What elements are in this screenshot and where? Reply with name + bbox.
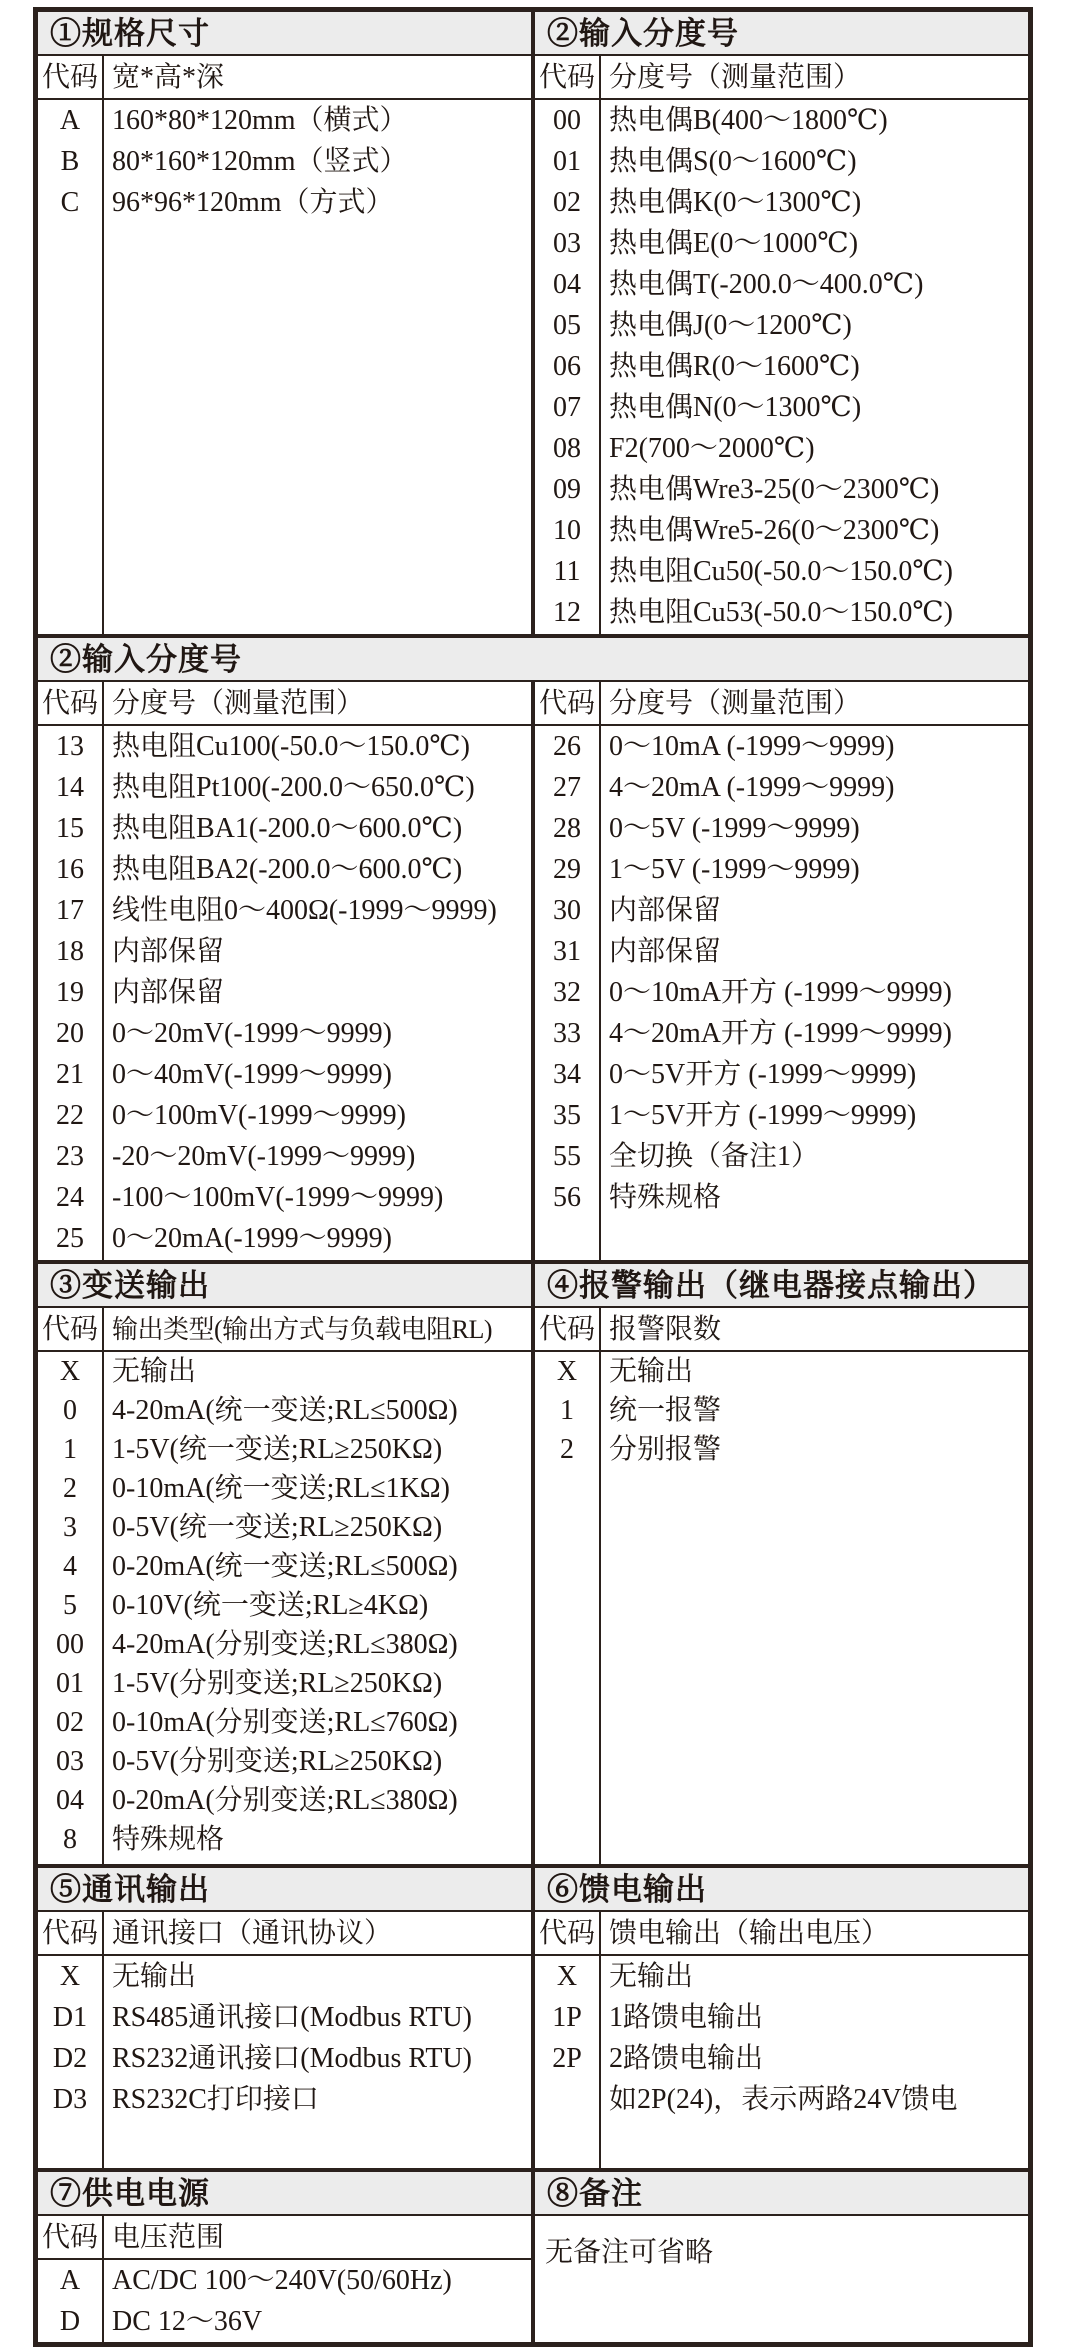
desc-cell: 0～20mA(-1999～9999): [112, 1223, 392, 1254]
code-cell: 3: [63, 1512, 77, 1543]
band-comm-and-feed: [38, 1864, 1028, 2168]
column-header-code: 代码: [38, 1912, 104, 1954]
code-column: [535, 1956, 601, 2168]
code-cell: 00: [553, 105, 581, 136]
desc-cell: 4～20mA开方 (-1999～9999): [609, 1018, 952, 1049]
code-cell: 05: [553, 310, 581, 341]
desc-cell: 0-20mA(统一变送;RL≤500Ω): [112, 1551, 458, 1582]
column-header-spec: [38, 56, 531, 100]
section-title-feed: ⑥馈电输出: [535, 1868, 1028, 1912]
code-cell: X: [59, 1356, 81, 1387]
code-cell: 10: [553, 515, 581, 546]
desc-cell: 1-5V(分别变送;RL≥250KΩ): [112, 1668, 443, 1699]
desc-cell: 0-20mA(分别变送;RL≤380Ω): [112, 1785, 458, 1816]
column-header-input-a: [535, 56, 1028, 100]
code-cell: 27: [553, 772, 581, 803]
code-cell: 01: [56, 1668, 84, 1699]
column-header-code: 代码: [535, 56, 601, 98]
input-b-left: [38, 682, 531, 1260]
desc-column: [601, 100, 1028, 634]
code-cell: 02: [56, 1707, 84, 1738]
input-b-columns: [38, 682, 1028, 1260]
code-column: [38, 100, 104, 634]
column-header-code: 代码: [38, 56, 104, 98]
code-cell: 2: [63, 1473, 77, 1504]
code-cell: 2P: [552, 2043, 582, 2074]
desc-column: [601, 1956, 1028, 2168]
desc-cell: F2(700～2000℃): [609, 433, 815, 464]
desc-cell: 热电阻BA2(-200.0～600.0℃): [112, 854, 463, 885]
band-transmit-and-alarm: [38, 1260, 1028, 1864]
desc-cell: 热电阻BA1(-200.0～600.0℃): [112, 813, 463, 844]
column-header-feed: [535, 1912, 1028, 1956]
section-title-power: ⑦供电电源: [38, 2172, 531, 2216]
input-b-right: [531, 682, 1028, 1260]
desc-cell: 0-10V(统一变送;RL≥4KΩ): [112, 1590, 429, 1621]
code-cell: 4: [63, 1551, 77, 1582]
desc-cell: AC/DC 100～240V(50/60Hz): [112, 2265, 452, 2296]
code-cell: 0: [63, 1395, 77, 1426]
desc-cell: 内部保留: [609, 936, 722, 967]
table-body-input-a: [535, 100, 1028, 634]
code-cell: 16: [56, 854, 84, 885]
desc-cell: 线性电阻0～400Ω(-1999～9999): [112, 895, 497, 926]
code-cell: 22: [56, 1100, 84, 1131]
code-cell: 06: [553, 351, 581, 382]
code-cell: 12: [553, 597, 581, 628]
code-cell: 00: [56, 1629, 84, 1660]
code-cell: 2: [560, 1434, 574, 1465]
desc-cell: 无输出: [609, 1356, 694, 1387]
ordering-code-table: [33, 7, 1033, 2347]
section-transmit: [38, 1264, 531, 1864]
section-alarm: [531, 1264, 1028, 1864]
desc-column: [104, 1352, 531, 1864]
code-cell: 35: [553, 1100, 581, 1131]
code-cell: 07: [553, 392, 581, 423]
desc-column: [104, 1956, 531, 2168]
desc-cell: 内部保留: [112, 977, 225, 1008]
desc-cell: 全切换（备注1）: [609, 1141, 820, 1172]
code-cell: 29: [553, 854, 581, 885]
table-body-spec: [38, 100, 531, 634]
remark-note: 无备注可省略: [545, 2237, 714, 2268]
desc-cell: 热电偶B(400～1800℃): [609, 105, 888, 136]
desc-cell: RS232通讯接口(Modbus RTU): [112, 2043, 473, 2074]
desc-cell: 热电偶K(0～1300℃): [609, 187, 862, 218]
column-header-code: 代码: [535, 1308, 601, 1350]
desc-cell: 热电偶R(0～1600℃): [609, 351, 860, 382]
code-cell: X: [59, 1961, 81, 1992]
code-cell: D2: [52, 2043, 88, 2074]
column-header-desc: 输出类型(输出方式与负载电阻RL): [112, 1315, 493, 1344]
code-cell: D: [59, 2306, 81, 2337]
code-cell: D3: [52, 2084, 88, 2115]
column-header-desc: 分度号（测量范围）: [609, 62, 862, 93]
desc-column: [104, 2260, 531, 2342]
code-cell: 04: [553, 269, 581, 300]
code-cell: 17: [56, 895, 84, 926]
desc-cell: 80*160*120mm（竖式）: [112, 146, 408, 177]
code-cell: 03: [553, 228, 581, 259]
code-cell: X: [556, 1356, 578, 1387]
section-title-spec: ①规格尺寸: [38, 12, 531, 56]
desc-cell: -100～100mV(-1999～9999): [112, 1182, 444, 1213]
desc-cell: 0～40mV(-1999～9999): [112, 1059, 392, 1090]
desc-cell: 热电偶N(0～1300℃): [609, 392, 862, 423]
code-cell: 33: [553, 1018, 581, 1049]
code-cell: X: [556, 1961, 578, 1992]
desc-column: [104, 100, 531, 634]
desc-cell: RS232C打印接口: [112, 2084, 319, 2115]
desc-cell: 0-10mA(统一变送;RL≤1KΩ): [112, 1473, 450, 1504]
column-header-power: [38, 2216, 531, 2260]
table-body-input-b-right: [535, 726, 1028, 1260]
desc-cell: 1路馈电输出: [609, 2002, 764, 2033]
desc-cell: 0～5V开方 (-1999～9999): [609, 1059, 917, 1090]
section-feed: [531, 1868, 1028, 2168]
desc-cell: 热电阻Cu53(-50.0～150.0℃): [609, 597, 953, 628]
code-cell: 24: [56, 1182, 84, 1213]
desc-cell: 0-5V(统一变送;RL≥250KΩ): [112, 1512, 443, 1543]
desc-cell: 0～10mA (-1999～9999): [609, 731, 895, 762]
code-cell: 02: [553, 187, 581, 218]
code-cell: 14: [56, 772, 84, 803]
desc-cell: 0～20mV(-1999～9999): [112, 1018, 392, 1049]
code-column: [38, 1956, 104, 2168]
code-cell: 1: [560, 1395, 574, 1426]
code-cell: D1: [52, 2002, 88, 2033]
section-title-comm: ⑤通讯输出: [38, 1868, 531, 1912]
band-input-continued: [38, 634, 1028, 1260]
column-header-input-b-left: [38, 682, 531, 726]
code-column: [38, 726, 104, 1260]
code-column: [535, 100, 601, 634]
code-cell: 23: [56, 1141, 84, 1172]
section-title-input-a: ②输入分度号: [535, 12, 1028, 56]
desc-cell: 热电偶S(0～1600℃): [609, 146, 857, 177]
column-header-code: 代码: [38, 2216, 104, 2258]
code-cell: 21: [56, 1059, 84, 1090]
code-cell: A: [59, 105, 81, 136]
section-title-alarm: ④报警输出（继电器接点输出）: [535, 1264, 1028, 1308]
code-column: [38, 1352, 104, 1864]
code-cell: 18: [56, 936, 84, 967]
code-cell: 03: [56, 1746, 84, 1777]
code-cell: 11: [553, 556, 581, 587]
section-power: [38, 2172, 531, 2342]
code-cell: 04: [56, 1785, 84, 1816]
code-cell: 08: [553, 433, 581, 464]
desc-cell: RS485通讯接口(Modbus RTU): [112, 2002, 473, 2033]
code-cell: A: [59, 2265, 81, 2296]
column-header-alarm: [535, 1308, 1028, 1352]
code-cell: 1P: [552, 2002, 582, 2033]
section-input-a: [531, 12, 1028, 634]
column-header-desc: 报警限数: [609, 1314, 722, 1345]
desc-column: [601, 726, 1028, 1260]
column-header-code: 代码: [38, 682, 104, 724]
desc-cell: 内部保留: [112, 936, 225, 967]
desc-cell: 1～5V开方 (-1999～9999): [609, 1100, 917, 1131]
desc-cell: 热电阻Cu50(-50.0～150.0℃): [609, 556, 953, 587]
desc-cell: 热电偶J(0～1200℃): [609, 310, 852, 341]
code-cell: 13: [56, 731, 84, 762]
column-header-desc: 分度号（测量范围）: [112, 688, 365, 719]
section-title-remark: ⑧备注: [535, 2172, 1028, 2216]
code-cell: 8: [63, 1824, 77, 1855]
section-spec: [38, 12, 531, 634]
desc-cell: 0～10mA开方 (-1999～9999): [609, 977, 952, 1008]
code-cell: 19: [56, 977, 84, 1008]
desc-cell: 热电偶Wre5-26(0～2300℃): [609, 515, 940, 546]
desc-cell: 0～100mV(-1999～9999): [112, 1100, 406, 1131]
table-body-comm: [38, 1956, 531, 2168]
code-cell: C: [60, 187, 80, 218]
desc-cell: DC 12～36V: [112, 2306, 263, 2337]
code-cell: 01: [553, 146, 581, 177]
desc-cell: 热电偶E(0～1000℃): [609, 228, 859, 259]
desc-cell: 热电阻Cu100(-50.0～150.0℃): [112, 731, 470, 762]
desc-column: [104, 726, 531, 1260]
desc-cell: 4～20mA (-1999～9999): [609, 772, 895, 803]
section-title-input-b: ②输入分度号: [38, 638, 1028, 682]
column-header-desc: 通讯接口（通讯协议）: [112, 1918, 393, 1949]
column-header-desc: 馈电输出（输出电压）: [609, 1918, 890, 1949]
desc-cell: -20～20mV(-1999～9999): [112, 1141, 416, 1172]
code-cell: 15: [56, 813, 84, 844]
code-cell: 1: [63, 1434, 77, 1465]
section-remark: [531, 2172, 1028, 2342]
code-cell: B: [60, 146, 80, 177]
column-header-desc: 宽*高*深: [112, 62, 225, 93]
column-header-comm: [38, 1912, 531, 1956]
desc-cell: 统一报警: [609, 1395, 722, 1426]
desc-cell: 如2P(24)，表示两路24V馈电: [609, 2084, 958, 2115]
desc-cell: 内部保留: [609, 895, 722, 926]
desc-cell: 特殊规格: [609, 1182, 722, 1213]
desc-cell: 96*96*120mm（方式）: [112, 187, 394, 218]
code-column: [38, 2260, 104, 2342]
table-body-power: [38, 2260, 531, 2342]
code-cell: 34: [553, 1059, 581, 1090]
column-header-transmit: [38, 1308, 531, 1352]
desc-cell: 160*80*120mm（横式）: [112, 105, 408, 136]
code-column: [535, 1352, 601, 1864]
code-cell: 30: [553, 895, 581, 926]
code-cell: 26: [553, 731, 581, 762]
desc-cell: 热电偶Wre3-25(0～2300℃): [609, 474, 940, 505]
code-cell: 31: [553, 936, 581, 967]
code-cell: 32: [553, 977, 581, 1008]
code-cell: 20: [56, 1018, 84, 1049]
column-header-code: 代码: [535, 1912, 601, 1954]
section-comm: [38, 1868, 531, 2168]
code-cell: 5: [63, 1590, 77, 1621]
desc-cell: 0-5V(分别变送;RL≥250KΩ): [112, 1746, 443, 1777]
column-header-code: 代码: [535, 682, 601, 724]
column-header-code: 代码: [38, 1308, 104, 1350]
table-body-alarm: [535, 1352, 1028, 1864]
desc-cell: 热电阻Pt100(-200.0～650.0℃): [112, 772, 475, 803]
table-body-feed: [535, 1956, 1028, 2168]
desc-cell: 1-5V(统一变送;RL≥250KΩ): [112, 1434, 443, 1465]
desc-cell: 分别报警: [609, 1434, 722, 1465]
code-cell: [535, 2079, 599, 2120]
desc-cell: 2路馈电输出: [609, 2043, 764, 2074]
table-body-input-b-left: [38, 726, 531, 1260]
desc-cell: 无输出: [112, 1961, 197, 1992]
desc-cell: 4-20mA(分别变送;RL≤380Ω): [112, 1629, 458, 1660]
column-header-desc: 分度号（测量范围）: [609, 688, 862, 719]
desc-cell: 无输出: [112, 1356, 197, 1387]
band-power-and-remark: [38, 2168, 1028, 2342]
section-title-transmit: ③变送输出: [38, 1264, 531, 1308]
desc-cell: 特殊规格: [112, 1824, 225, 1855]
desc-cell: 无输出: [609, 1961, 694, 1992]
column-header-desc: 电压范围: [112, 2222, 225, 2253]
desc-cell: 1～5V (-1999～9999): [609, 854, 860, 885]
code-cell: 09: [553, 474, 581, 505]
desc-cell: 0-10mA(分别变送;RL≤760Ω): [112, 1707, 458, 1738]
desc-cell: 热电偶T(-200.0～400.0℃): [609, 269, 924, 300]
code-cell: 56: [553, 1182, 581, 1213]
code-cell: 28: [553, 813, 581, 844]
code-cell: 55: [553, 1141, 581, 1172]
code-cell: 25: [56, 1223, 84, 1254]
desc-cell: 4-20mA(统一变送;RL≤500Ω): [112, 1395, 458, 1426]
column-header-input-b-right: [535, 682, 1028, 726]
code-column: [535, 726, 601, 1260]
band-spec-and-input: [38, 12, 1028, 634]
table-body-transmit: [38, 1352, 531, 1864]
desc-cell: 0～5V (-1999～9999): [609, 813, 860, 844]
desc-column: [601, 1352, 1028, 1864]
